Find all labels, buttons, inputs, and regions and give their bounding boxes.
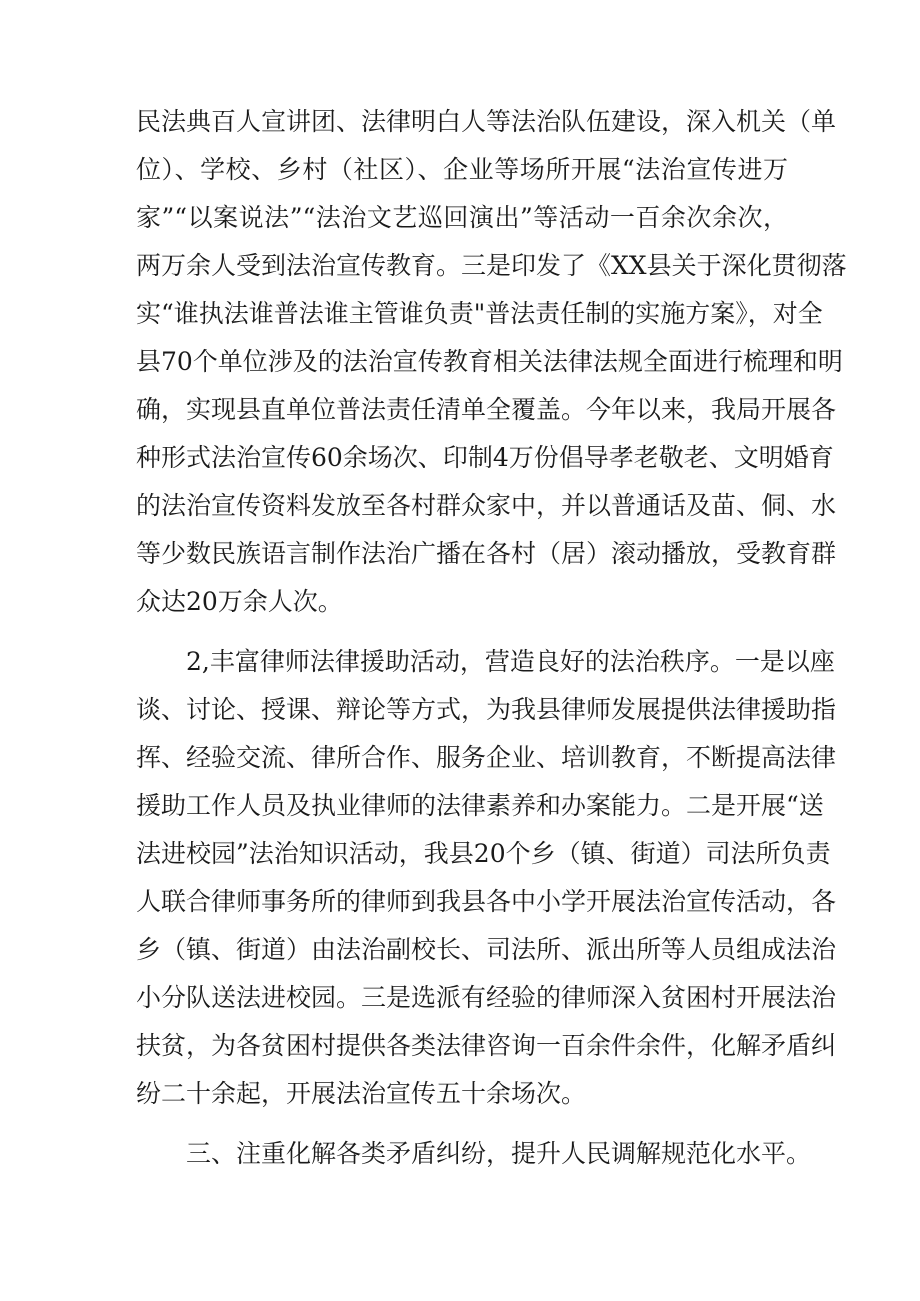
text-line: 的法治宣传资料发放至各村群众家中，并以普通话及苗、侗、水: [136, 491, 837, 520]
text-line: 人联合律师事务所的律师到我县各中小学开展法治宣传活动，各: [136, 887, 837, 916]
text-line: 2,丰富律师法律援助活动，营造良好的法治秩序。一是以座: [186, 647, 835, 676]
text-line: 县70个单位涉及的法治宣传教育相关法律法规全面进行梳理和明: [136, 347, 843, 376]
text-line: 援助工作人员及执业律师的法律素养和办案能力。二是开展“送: [136, 791, 824, 820]
text-line: 等少数民族语言制作法治广播在各村（居）滚动播放，受教育群: [136, 539, 837, 568]
text-line: 挥、经验交流、律所合作、服务企业、培训教育，不断提高法律: [136, 743, 837, 772]
text-line: 家”“以案说法”“法治文艺巡回演出”等活动一百余次余次，: [136, 203, 788, 232]
text-line: 实“谁执法谁普法谁主管谁负责"普法责任制的实施方案》，对全: [136, 299, 823, 328]
text-line: 确，实现县直单位普法责任清单全覆盖。今年以来，我局开展各: [136, 395, 837, 424]
text-line: 位）、学校、乡村（社区）、企业等场所开展“法治宣传进万: [136, 155, 788, 184]
text-line: 扶贫，为各贫困村提供各类法律咨询一百余件余件，化解矛盾纠: [136, 1031, 837, 1060]
text-line: 法进校园”法治知识活动，我县20个乡（镇、街道）司法所负责: [136, 839, 831, 868]
text-line: 三、注重化解各类矛盾纠纷，提升人民调解规范化水平。: [186, 1139, 812, 1168]
text-line: 种形式法治宣传60余场次、印制4万份倡导孝老敬老、文明婚育: [136, 443, 834, 472]
text-line: 谈、讨论、授课、辩论等方式，为我县律师发展提供法律援助指: [136, 695, 837, 724]
text-line: 乡（镇、街道）由法治副校长、司法所、派出所等人员组成法治: [136, 935, 837, 964]
text-line: 两万余人受到法治宣传教育。三是印发了《XX县关于深化贯彻落: [136, 251, 847, 280]
text-line: 小分队送法进校园。三是选派有经验的律师深入贫困村开展法治: [136, 983, 837, 1012]
text-line: 纷二十余起，开展法治宣传五十余场次。: [136, 1079, 587, 1108]
text-line: 众达20万余人次。: [136, 587, 343, 616]
text-line: 民法典百人宣讲团、法律明白人等法治队伍建设，深入机关（单: [136, 107, 837, 136]
